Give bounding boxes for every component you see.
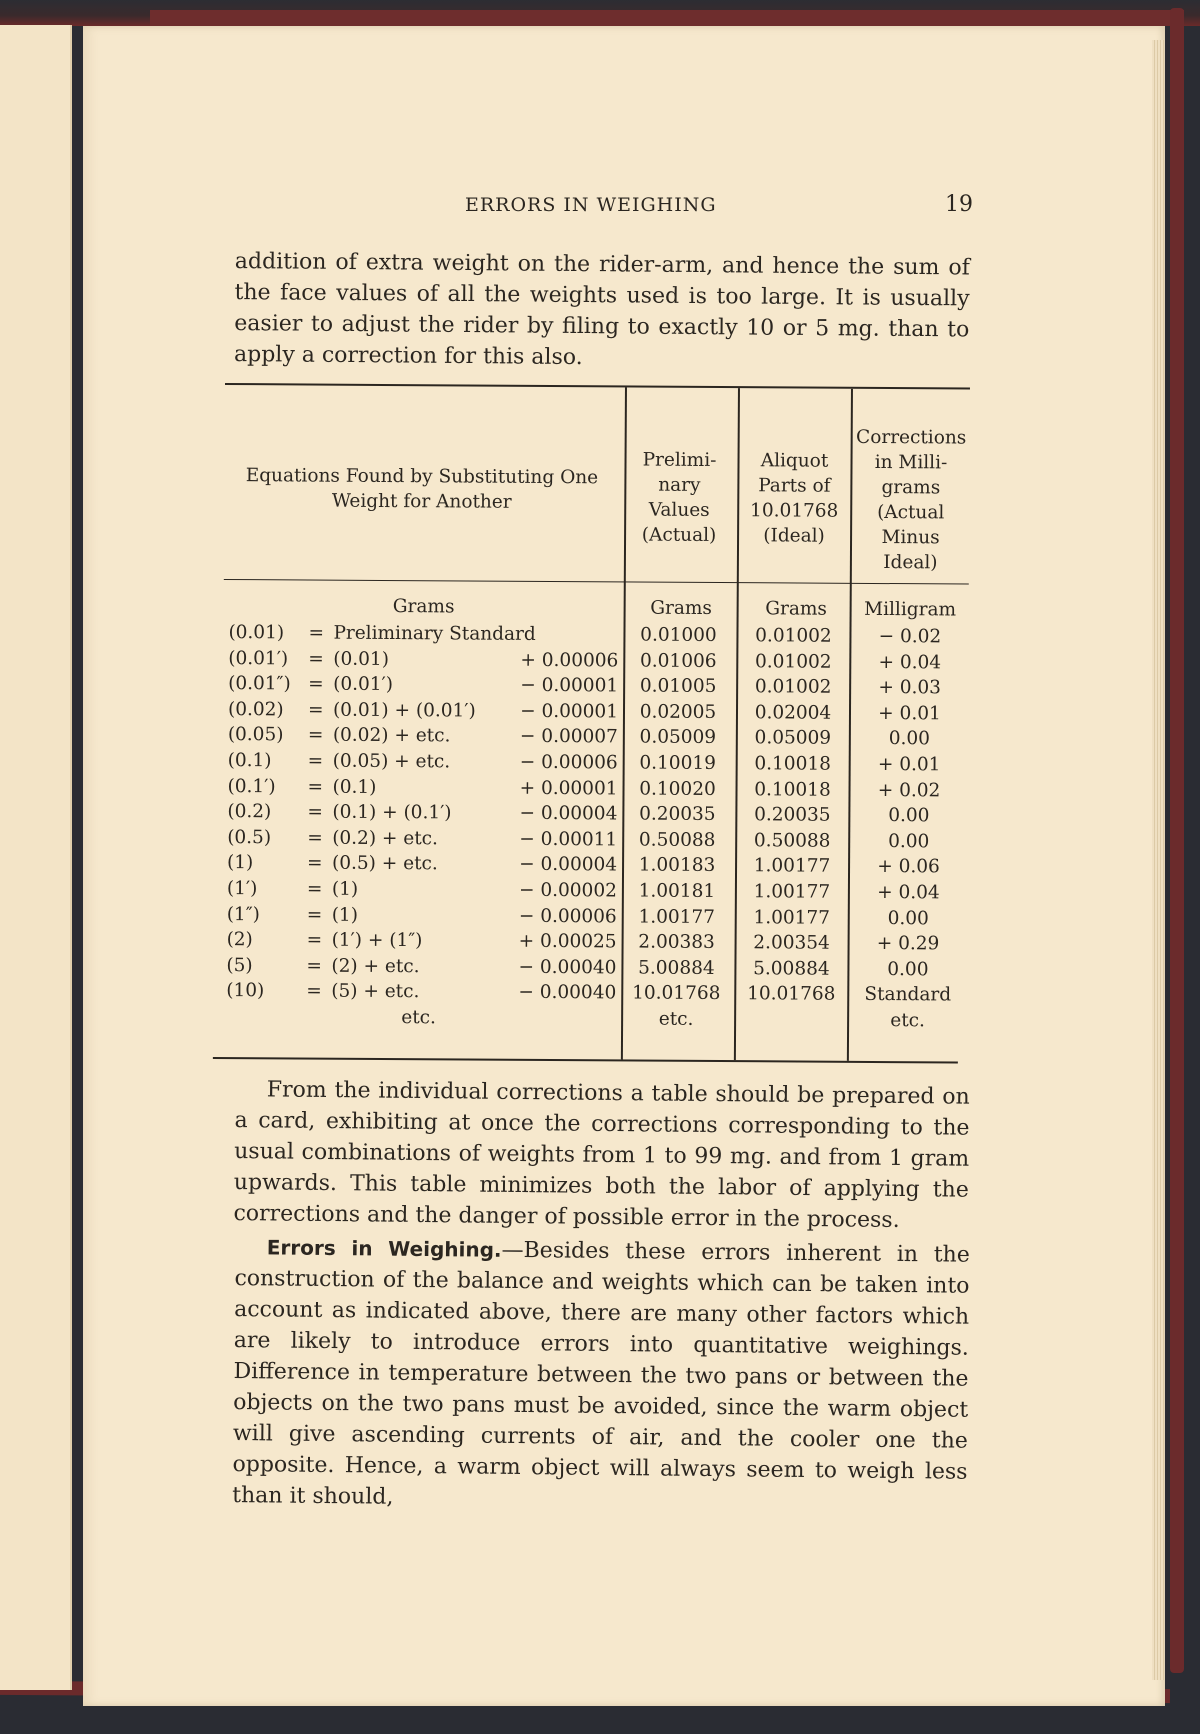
header-corrections-line: grams — [881, 477, 941, 499]
row-correction: + 0.01 — [877, 753, 941, 776]
unit-aliquot: Grams — [765, 598, 828, 620]
row-preliminary: 0.02005 — [639, 701, 717, 723]
header-bottom-rule — [224, 579, 969, 585]
row-preliminary: 5.00884 — [638, 957, 715, 979]
page-number: 19 — [945, 192, 973, 217]
unit-preliminary: Grams — [650, 597, 713, 619]
header-preliminary — [624, 447, 735, 548]
row-equals: = — [306, 929, 323, 951]
row-correction: Standard — [864, 984, 952, 1006]
row-difference: − 0.00002 — [518, 879, 617, 902]
row-equals: = — [307, 724, 324, 746]
header-preliminary-line: (Actual) — [641, 524, 717, 547]
row-correction: − 0.02 — [878, 625, 942, 648]
header-corrections-line: in Milli- — [874, 451, 948, 474]
row-label: (0.02) — [227, 698, 284, 721]
row-correction: + 0.03 — [878, 677, 941, 699]
row-label: (0.05) — [227, 724, 284, 746]
row-aliquot: 0.01002 — [754, 676, 832, 698]
header-preliminary-line: Prelimi- — [642, 449, 717, 472]
row-equals: = — [306, 878, 323, 900]
row-difference: − 0.00001 — [520, 700, 619, 723]
row-expression: (1) — [331, 878, 359, 900]
row-expression: (0.02) + etc. — [332, 725, 451, 747]
row-aliquot: 0.10018 — [754, 778, 831, 801]
unit-equations: Grams — [392, 596, 455, 618]
row-equals: = — [307, 776, 324, 798]
row-equals: = — [308, 648, 324, 670]
paragraph-3-text: —Besides these errors inherent in the construction of the balance and weights which can be taken into account as indicated above, there are many other factors which are likely to introduce errors into quantitative weighings. Difference in temperature between the two pans or between the objects on the two pans must be avoided, since the warm object will give ascending currents of air, and the cooler one the opposite. Hence, a warm object will always seem to weigh less than it should, — [232, 1237, 970, 1510]
row-expression: (0.05) + etc. — [332, 750, 451, 773]
header-aliquot-line: 10.01768 — [750, 500, 839, 522]
paragraph-3 — [232, 1232, 970, 1519]
row-label: (0.1′) — [227, 775, 276, 797]
row-aliquot: 1.00177 — [753, 855, 831, 878]
row-preliminary: 1.00181 — [638, 880, 716, 902]
row-correction: 0.00 — [887, 958, 929, 981]
row-label: (1) — [227, 852, 254, 874]
row-equals: = — [308, 673, 324, 695]
page-fore-edge — [1152, 40, 1164, 1680]
row-label: (2) — [226, 929, 253, 951]
row-difference: − 0.00011 — [519, 828, 618, 851]
row-label: (1′) — [226, 877, 258, 900]
header-equations-line: Equations Found by Substituting One — [245, 465, 599, 489]
header-aliquot-line: Parts of — [758, 475, 831, 497]
header-corrections-line: Corrections — [856, 426, 967, 449]
book-board-top — [150, 10, 1184, 26]
row-preliminary: 1.00177 — [638, 906, 716, 928]
row-aliquot: 0.50088 — [753, 829, 831, 852]
row-difference: − 0.00006 — [518, 905, 617, 927]
row-difference: − 0.00007 — [519, 726, 618, 748]
row-equals: = — [307, 801, 323, 823]
row-correction: 0.00 — [888, 728, 930, 750]
header-equations — [224, 463, 619, 515]
unit-corrections: Milligram — [864, 598, 957, 621]
paragraph-2: From the individual corrections a table should be prepared on a card, exhibiting at once the corrections corresponding to the usual combinations of weights from 1 to 99 mg. and from 1 gram upwards. This table minimizes both the labor of applying the corrections and the danger of possible error in the process. — [233, 1077, 970, 1233]
row-expression: Preliminary Standard — [333, 622, 536, 645]
row-aliquot: 2.00354 — [753, 932, 830, 954]
row-aliquot: 1.00177 — [753, 906, 831, 929]
running-head — [0, 194, 1200, 224]
row-difference: − 0.00040 — [518, 956, 617, 979]
row-difference: − 0.00040 — [518, 982, 617, 1004]
row-preliminary: 0.05009 — [639, 726, 717, 749]
row-preliminary: 0.10020 — [639, 778, 716, 800]
row-expression: (5) + etc. — [331, 980, 420, 1003]
row-label: (10) — [226, 980, 265, 1002]
row-aliquot: 10.01768 — [747, 983, 836, 1006]
row-aliquot: 0.10018 — [754, 753, 831, 775]
row-correction: + 0.06 — [877, 856, 940, 878]
header-preliminary-line: nary — [658, 474, 701, 496]
table-row-trailer — [221, 1004, 966, 1034]
row-equals: = — [307, 750, 324, 772]
header-aliquot-line: (Ideal) — [763, 525, 825, 547]
row-expression: (1) — [331, 904, 359, 926]
trailer-preliminary: etc. — [658, 1008, 694, 1030]
row-preliminary: 10.01768 — [632, 982, 721, 1005]
header-preliminary-line: Values — [648, 499, 710, 521]
row-difference: − 0.00001 — [520, 674, 619, 697]
row-preliminary: 0.10019 — [639, 752, 716, 774]
row-correction: + 0.01 — [878, 702, 941, 725]
row-aliquot: 0.20035 — [754, 804, 831, 826]
row-label: (0.01′) — [228, 647, 289, 669]
row-expression: (2) + etc. — [331, 955, 420, 977]
row-label: (0.01″) — [228, 673, 291, 695]
row-equals: = — [306, 980, 322, 1002]
row-label: (0.5) — [227, 826, 272, 849]
row-difference: + 0.00025 — [518, 930, 617, 953]
row-expression: (0.01) — [333, 648, 390, 670]
header-corrections-line: Ideal) — [883, 552, 938, 574]
row-preliminary: 0.20035 — [639, 803, 716, 826]
row-difference: − 0.00006 — [519, 751, 618, 774]
row-aliquot: 0.05009 — [754, 727, 832, 750]
weights-correction-table — [221, 383, 970, 1068]
header-corrections-line: (Actual — [877, 501, 945, 524]
row-expression: (0.01) + (0.01′) — [332, 699, 476, 722]
trailer-corrections: etc. — [890, 1009, 925, 1032]
trailer-equations: etc. — [401, 1006, 437, 1029]
book-board-right — [1170, 8, 1184, 1673]
row-difference: + 0.00001 — [519, 777, 618, 799]
row-preliminary: 0.01000 — [640, 624, 717, 647]
row-expression: (0.1) — [332, 776, 377, 798]
row-aliquot: 0.01002 — [754, 650, 832, 673]
row-expression: (0.1) + (0.1′) — [332, 801, 452, 824]
header-aliquot-line: Aliquot — [760, 450, 829, 472]
row-expression: (0.2) + etc. — [332, 827, 439, 850]
section-run-in-heading: Errors in Weighing. — [266, 1235, 502, 1262]
row-equals: = — [308, 622, 325, 644]
row-aliquot: 0.01002 — [755, 625, 832, 647]
row-label: (0.01) — [228, 622, 285, 644]
row-equals: = — [307, 852, 323, 874]
row-equals: = — [306, 904, 323, 926]
row-correction: + 0.04 — [878, 651, 942, 673]
row-difference: + 0.00006 — [520, 649, 619, 672]
row-preliminary: 0.01005 — [639, 675, 717, 698]
row-equals: = — [306, 955, 323, 977]
row-correction: 0.00 — [888, 830, 930, 853]
row-equals: = — [307, 699, 324, 721]
row-preliminary: 1.00183 — [638, 854, 716, 877]
row-difference: − 0.00004 — [519, 802, 618, 825]
row-correction: + 0.02 — [877, 779, 941, 801]
header-equations-line: Weight for Another — [331, 490, 512, 513]
row-aliquot: 1.00177 — [753, 881, 831, 903]
row-label: (0.2) — [227, 801, 272, 823]
row-label: (1″) — [226, 903, 260, 925]
row-label: (0.1) — [227, 749, 272, 772]
row-correction: 0.00 — [888, 805, 930, 827]
header-aliquot — [739, 448, 850, 549]
header-corrections — [852, 425, 970, 576]
row-preliminary: 0.50088 — [638, 829, 716, 851]
row-aliquot: 5.00884 — [753, 957, 830, 980]
row-difference: − 0.00004 — [519, 854, 618, 876]
paragraph-1: addition of extra weight on the rider-arm, and hence the sum of the face values of all the weights used is too large. It is usually easier to adjust the rider by filing to exactly 10 or 5 mg. than to apply a correction for this also. — [233, 248, 970, 371]
running-title: ERRORS IN WEIGHING — [465, 194, 717, 216]
row-correction: + 0.04 — [877, 881, 940, 904]
row-correction: 0.00 — [887, 907, 929, 929]
row-preliminary: 0.01006 — [639, 650, 717, 672]
trailer-aliquot — [736, 1007, 846, 1008]
row-correction: + 0.29 — [876, 933, 940, 955]
left-page-edge — [0, 25, 72, 1690]
row-expression: (0.5) + etc. — [332, 853, 438, 875]
header-corrections-line: Minus — [881, 527, 940, 549]
row-label: (5) — [226, 954, 253, 976]
row-equals: = — [307, 827, 323, 849]
table-body — [221, 620, 968, 1034]
row-preliminary: 2.00383 — [638, 931, 715, 954]
row-aliquot: 0.02004 — [754, 702, 832, 724]
row-expression: (1′) + (1″) — [331, 929, 423, 952]
row-expression: (0.01′) — [333, 673, 394, 696]
